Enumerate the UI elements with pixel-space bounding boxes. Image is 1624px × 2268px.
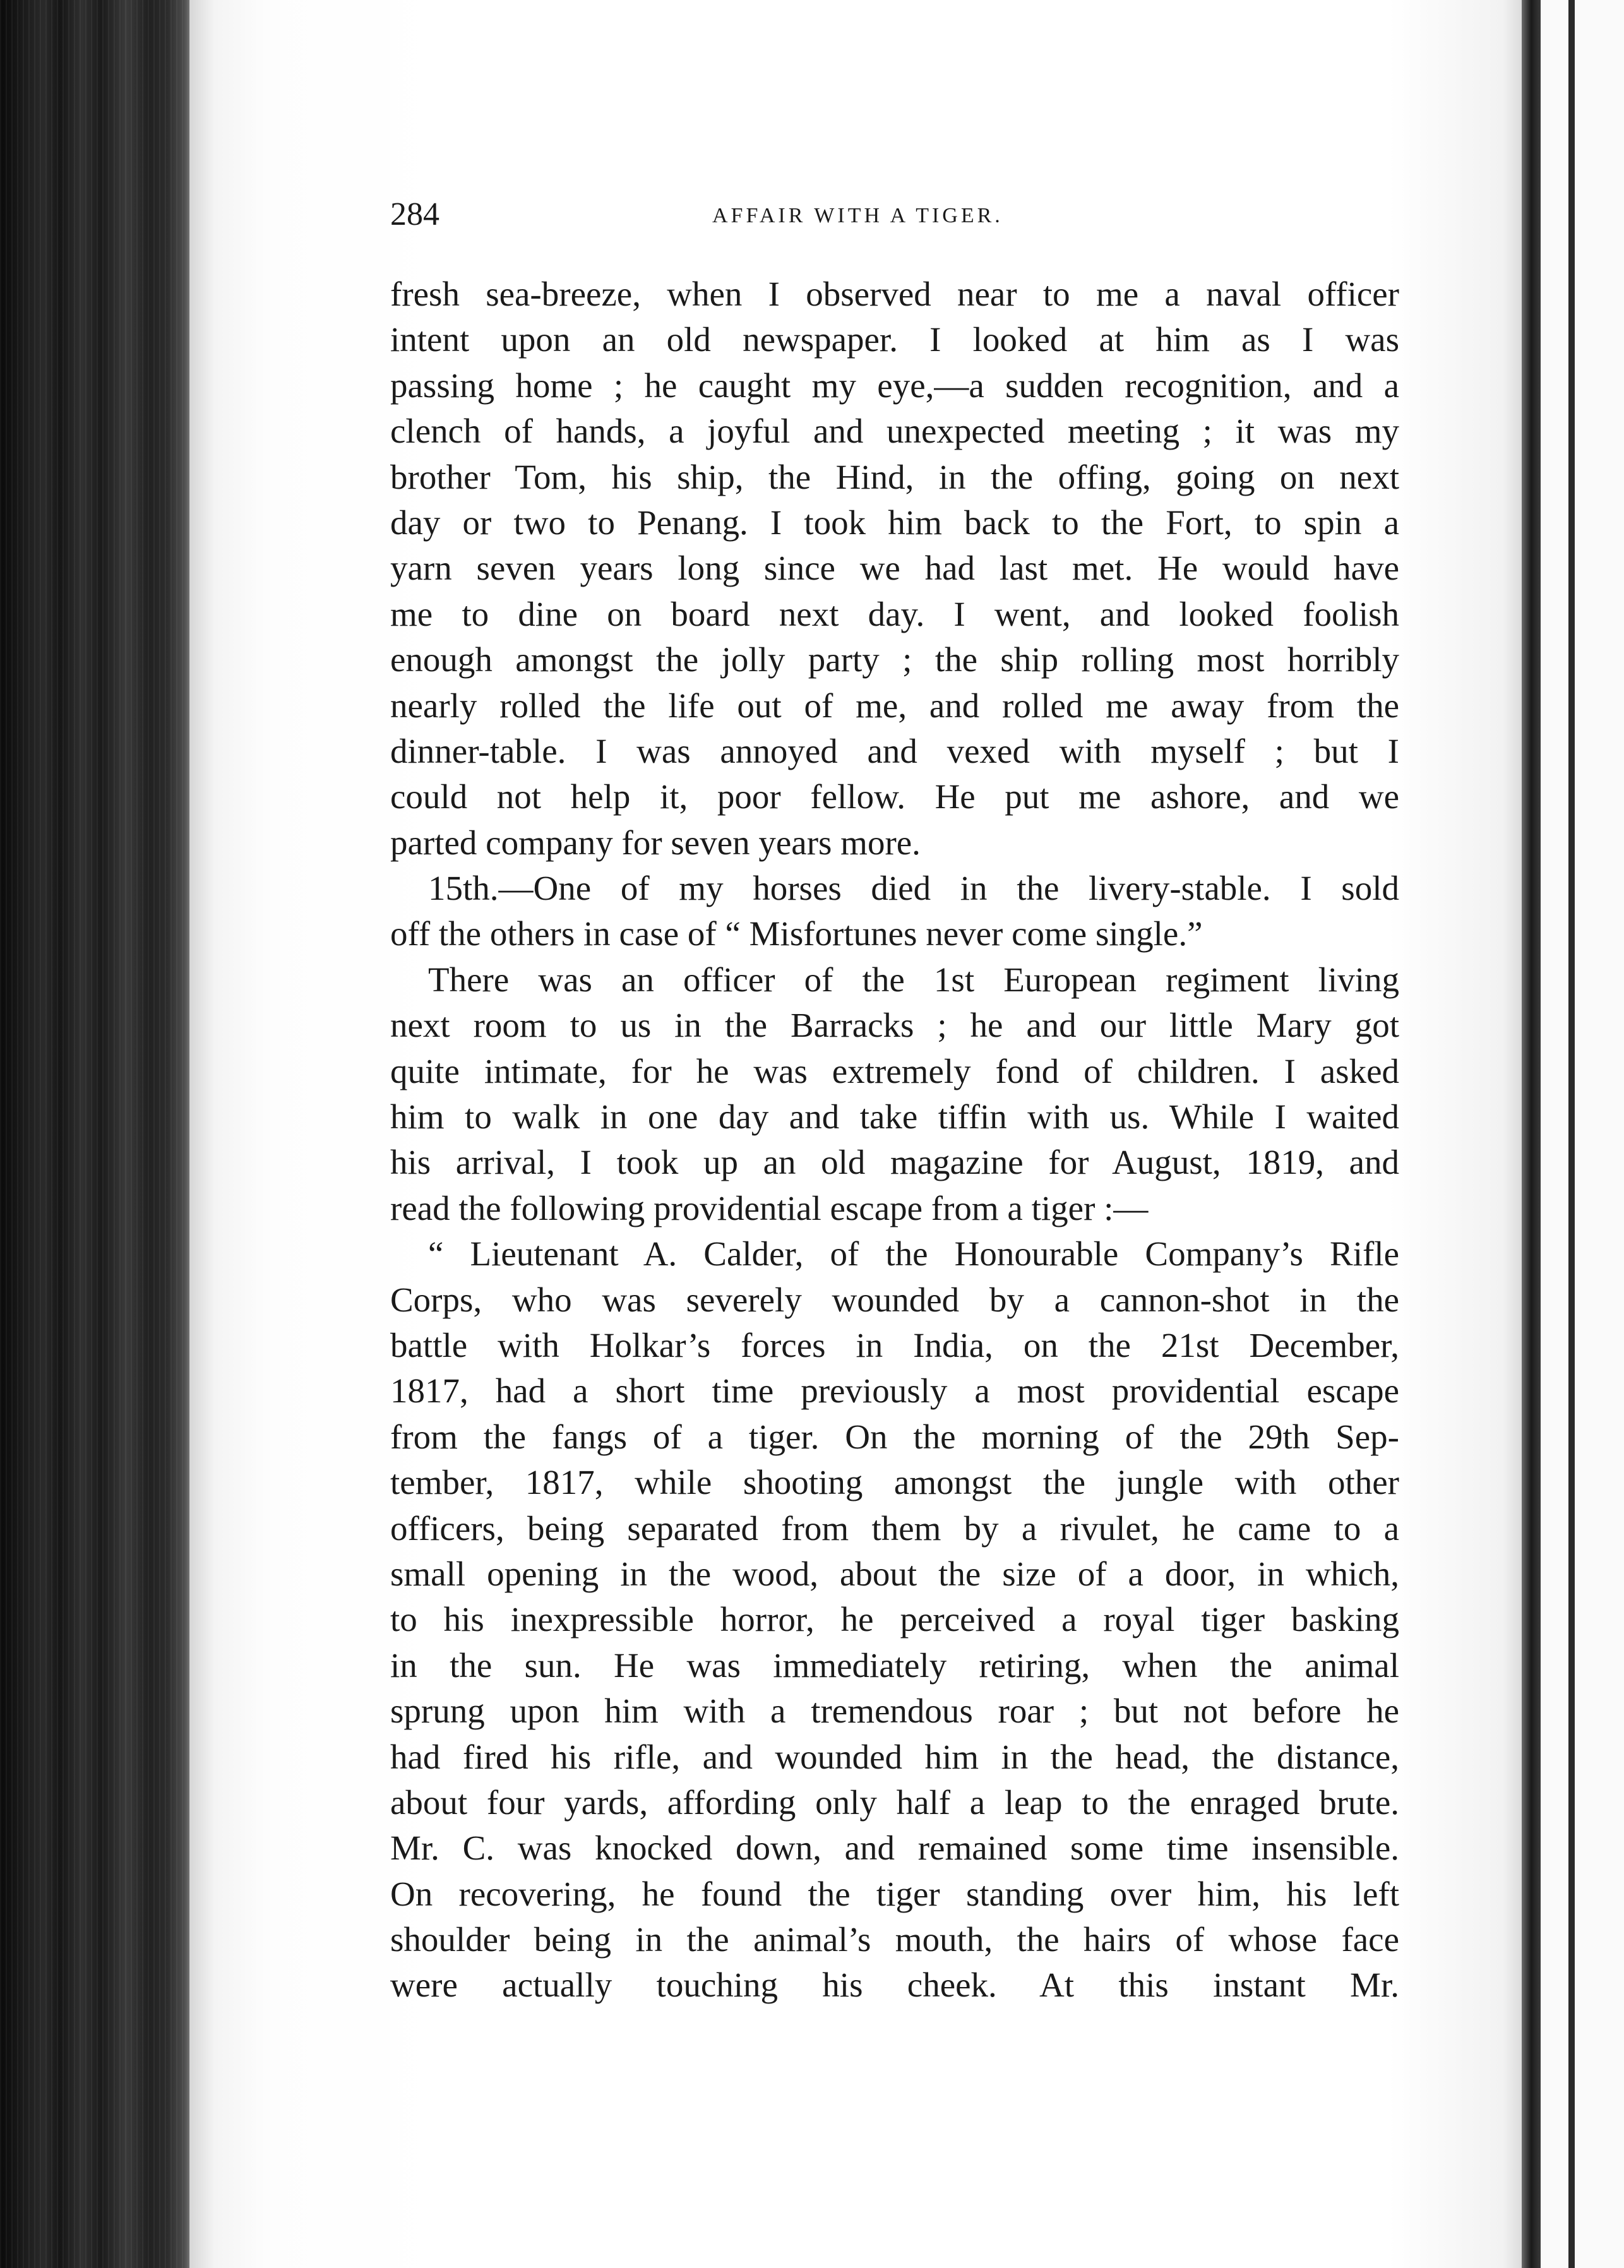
text-line: Mr. C. was knocked down, and remained some time insensible. (390, 1829, 1399, 1868)
text-line: fresh sea-breeze, when I observed near to me a naval officer (390, 275, 1399, 313)
text-line: to his inexpressible horror, he perceived a royal tiger basking (390, 1600, 1399, 1639)
book-spine (0, 0, 189, 2268)
text-line: small opening in the wood, about the size of a door, in which, (390, 1554, 1399, 1593)
text-line: battle with Holkar’s forces in India, on the 21st December, (390, 1325, 1399, 1364)
text-line: me to dine on board next day. I went, and looked foolish (390, 594, 1399, 633)
text-line: nearly rolled the life out of me, and rolled me away from the (390, 686, 1399, 725)
text-line: clench of hands, a joyful and unexpected meeting ; it was my (390, 412, 1399, 451)
text-line: brother Tom, his ship, the Hind, in the offing, going on next (390, 457, 1399, 496)
text-line: day or two to Penang. I took him back to the Fort, to spin a (390, 503, 1399, 542)
text-line: 1817, had a short time previously a most providential escape (390, 1371, 1399, 1411)
text-line: about four yards, affording only half a leap to the enraged brute. (390, 1782, 1399, 1822)
text-line: passing home ; he caught my eye,—a sudden recognition, and a (390, 366, 1399, 405)
running-title: AFFAIR WITH A TIGER. (712, 204, 1003, 227)
text-line: tember, 1817, while shooting amongst the jungle with other (390, 1463, 1399, 1502)
text-line: There was an officer of the 1st European regiment living (428, 960, 1399, 999)
text-line: off the others in case of “ Misfortunes never come single.” (390, 914, 1203, 953)
binding-shadow (1522, 0, 1541, 2268)
text-line: intent upon an old newspaper. I looked at him as I was (390, 320, 1399, 359)
body-text (390, 272, 1399, 2008)
text-line: from the fangs of a tiger. On the morning of the 29th Sep- (390, 1417, 1399, 1456)
text-line: quite intimate, for he was extremely fond of children. I asked (390, 1051, 1399, 1090)
text-line: parted company for seven years more. (390, 823, 921, 862)
text-line: read the following providential escape from a tiger :— (390, 1188, 1149, 1227)
text-line: 15th.—One of my horses died in the livery-stable. I sold (428, 869, 1399, 908)
text-line: “ Lieutenant A. Calder, of the Honourable Company’s Rifle (428, 1234, 1399, 1274)
text-line: had fired his rifle, and wounded him in the head, the distance, (390, 1737, 1399, 1776)
page-header (390, 189, 1399, 240)
text-line: in the sun. He was immediately retiring, when the animal (390, 1645, 1399, 1685)
text-line: could not help it, poor fellow. He put me ashore, and we (390, 777, 1399, 816)
facing-page-edge (1541, 0, 1624, 2268)
text-line: dinner-table. I was annoyed and vexed with myself ; but I (390, 731, 1399, 770)
text-line: shoulder being in the animal’s mouth, the hairs of whose face (390, 1920, 1399, 1959)
text-line: were actually touching his cheek. At this instant Mr. (390, 1966, 1399, 2005)
text-line: yarn seven years long since we had last met. He would have (390, 549, 1399, 588)
text-line: On recovering, he found the tiger standing over him, his left (390, 1874, 1399, 1913)
text-line: sprung upon him with a tremendous roar ; but not before he (390, 1692, 1399, 1731)
page-number: 284 (390, 196, 439, 232)
text-line: next room to us in the Barracks ; he and our little Mary got (390, 1006, 1399, 1045)
text-line: his arrival, I took up an old magazine for August, 1819, and (390, 1143, 1399, 1182)
text-line: Corps, who was severely wounded by a cannon-shot in the (390, 1280, 1399, 1319)
text-line: him to walk in one day and take tiffin with us. While I waited (390, 1097, 1399, 1137)
text-line: enough amongst the jolly party ; the ship rolling most horribly (390, 640, 1399, 679)
text-line: officers, being separated from them by a rivulet, he came to a (390, 1508, 1399, 1548)
